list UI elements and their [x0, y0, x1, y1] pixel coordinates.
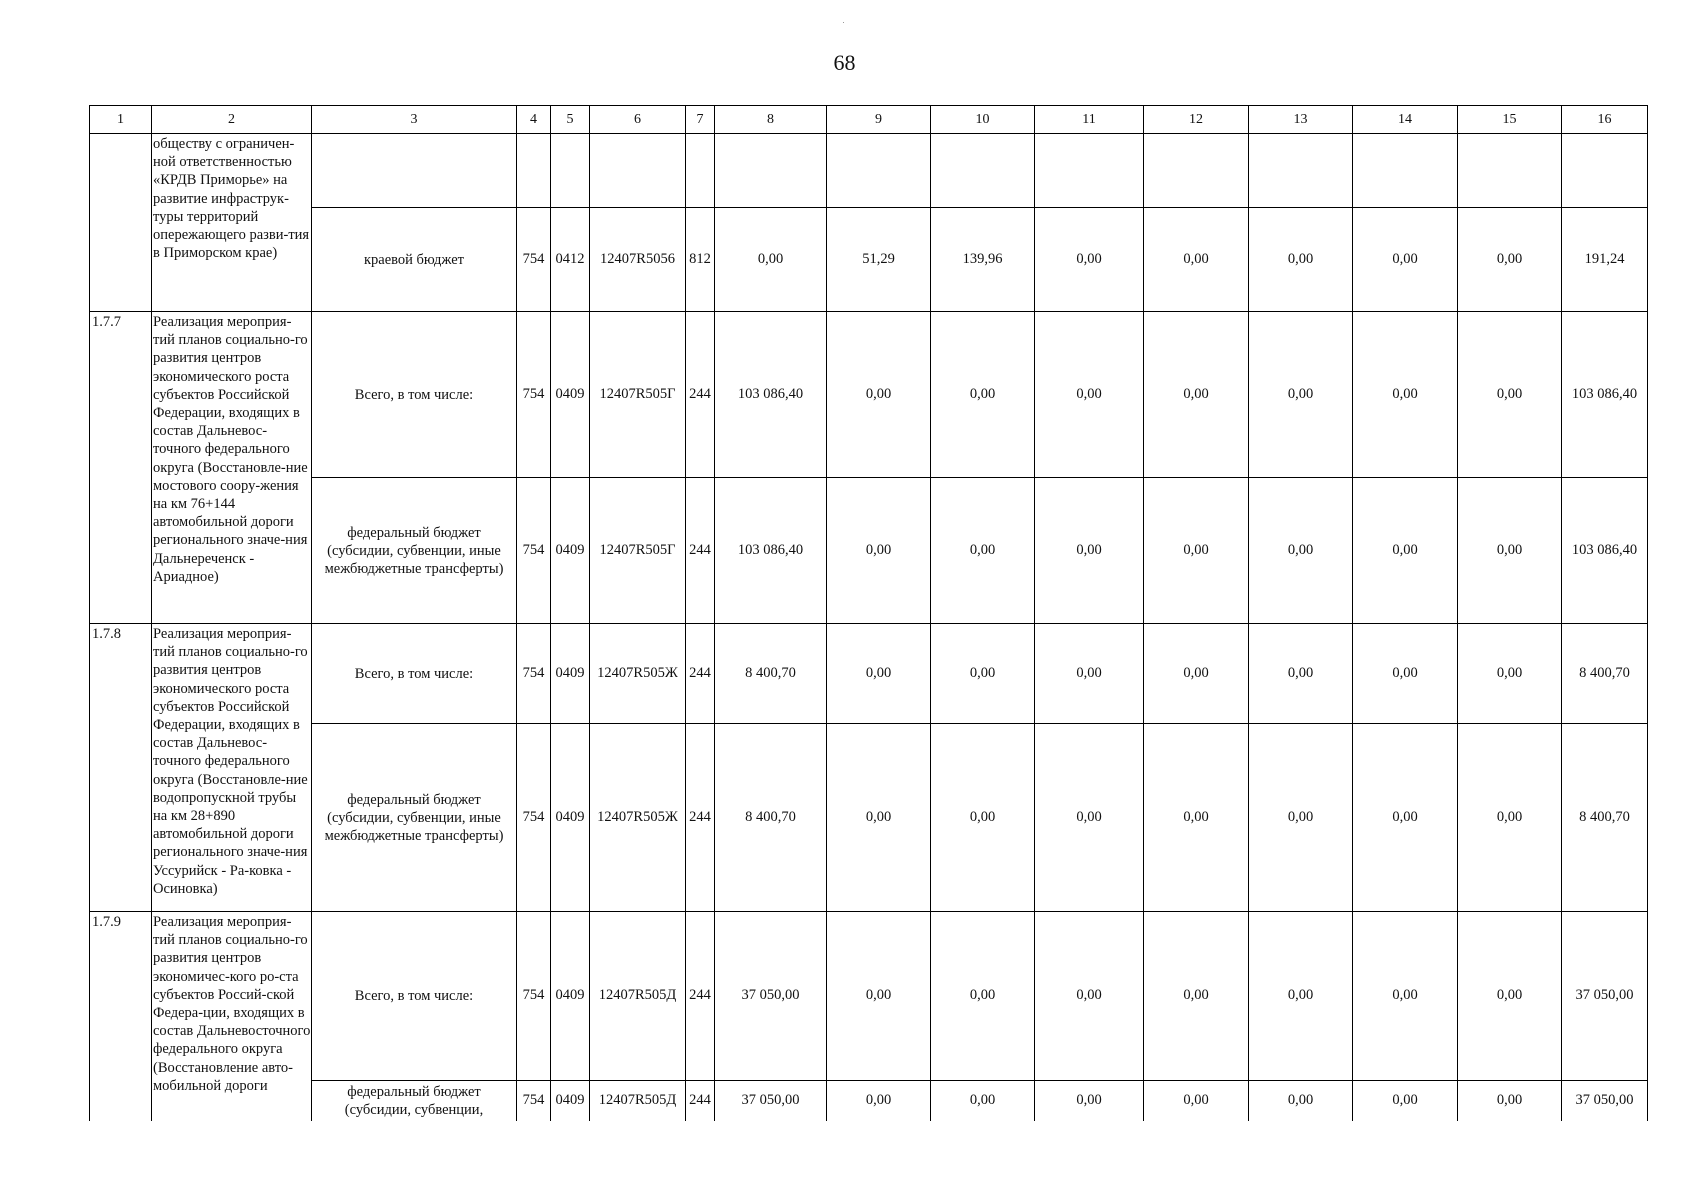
amount-cell: 103 086,40	[715, 478, 827, 624]
amount-cell: 0,00	[1458, 1081, 1562, 1121]
target-article-cell: 12407R505Г	[590, 312, 686, 478]
amount-cell: 0,00	[1353, 478, 1458, 624]
funding-source-cell: краевой бюджет	[312, 208, 517, 312]
funding-source-cell: федеральный бюджет (субсидии, субвенции,	[312, 1081, 517, 1121]
item-name-cell: Реализация мероприя-тий планов социально-го развития центров экономического роста субъектов Российской Федерации, входящих в состав Дальневос-точного федерального округа (Восстановле-ние мостового соору-жения на км 76+144 автомобильной дороги регионального значе-ния Дальнереченск - Ариадное)	[152, 312, 312, 624]
column-header: 16	[1562, 106, 1648, 134]
expense-type-cell: 812	[686, 208, 715, 312]
amount-cell: 0,00	[827, 912, 931, 1081]
section-code-cell	[551, 134, 590, 208]
column-header: 4	[517, 106, 551, 134]
amount-cell: 0,00	[1144, 478, 1249, 624]
amount-cell: 0,00	[1249, 624, 1353, 724]
amount-cell: 103 086,40	[1562, 312, 1648, 478]
amount-cell: 0,00	[931, 912, 1035, 1081]
column-header: 14	[1353, 106, 1458, 134]
amount-cell: 0,00	[1144, 724, 1249, 912]
amount-cell: 0,00	[1458, 478, 1562, 624]
amount-cell: 0,00	[931, 478, 1035, 624]
amount-cell	[715, 134, 827, 208]
amount-cell: 8 400,70	[1562, 724, 1648, 912]
ministry-code-cell	[517, 134, 551, 208]
amount-cell	[1353, 134, 1458, 208]
item-number-cell: 1.7.9	[90, 912, 152, 1121]
column-header: 2	[152, 106, 312, 134]
amount-cell: 0,00	[1458, 208, 1562, 312]
ministry-code-cell: 754	[517, 1081, 551, 1121]
amount-cell: 0,00	[1035, 724, 1144, 912]
expense-type-cell: 244	[686, 724, 715, 912]
amount-cell: 8 400,70	[715, 724, 827, 912]
ministry-code-cell: 754	[517, 724, 551, 912]
expense-type-cell: 244	[686, 478, 715, 624]
amount-cell: 0,00	[1035, 478, 1144, 624]
item-name-cell: обществу с ограничен-ной ответственностью «КРДВ Приморье» на развитие инфраструк-туры территорий опережающего разви-тия в Приморском крае)	[152, 134, 312, 312]
table-row	[90, 724, 1648, 912]
column-header: 11	[1035, 106, 1144, 134]
scan-speck	[843, 22, 844, 23]
item-name-cell: Реализация мероприя-тий планов социально-го развития центров экономического роста субъектов Российской Федерации, входящих в состав Дальневос-точного федерального округа (Восстановле-ние водопропускной трубы на км 28+890 автомобильной дороги регионального значе-ния Уссурийск - Ра-ковка - Осиновка)	[152, 624, 312, 912]
amount-cell: 0,00	[1458, 912, 1562, 1081]
amount-cell: 0,00	[1035, 912, 1144, 1081]
amount-cell: 0,00	[1249, 478, 1353, 624]
expense-type-cell: 244	[686, 312, 715, 478]
table-row	[90, 912, 1648, 1081]
amount-cell: 103 086,40	[1562, 478, 1648, 624]
ministry-code-cell: 754	[517, 312, 551, 478]
amount-cell: 0,00	[1249, 312, 1353, 478]
target-article-cell: 12407R505Г	[590, 478, 686, 624]
column-header: 3	[312, 106, 517, 134]
amount-cell: 0,00	[1458, 724, 1562, 912]
amount-cell: 0,00	[1249, 912, 1353, 1081]
target-article-cell: 12407R505Ж	[590, 624, 686, 724]
amount-cell: 0,00	[931, 624, 1035, 724]
amount-cell: 0,00	[1035, 624, 1144, 724]
amount-cell: 0,00	[931, 724, 1035, 912]
column-header: 9	[827, 106, 931, 134]
amount-cell	[1249, 134, 1353, 208]
amount-cell: 0,00	[1035, 312, 1144, 478]
table-row	[90, 312, 1648, 478]
amount-cell: 0,00	[1353, 724, 1458, 912]
column-header: 13	[1249, 106, 1353, 134]
ministry-code-cell: 754	[517, 912, 551, 1081]
amount-cell: 0,00	[1249, 1081, 1353, 1121]
amount-cell	[1562, 134, 1648, 208]
section-code-cell: 0409	[551, 724, 590, 912]
amount-cell: 0,00	[1035, 1081, 1144, 1121]
section-code-cell: 0409	[551, 624, 590, 724]
section-code-cell: 0409	[551, 478, 590, 624]
amount-cell: 37 050,00	[715, 912, 827, 1081]
funding-source-cell: Всего, в том числе:	[312, 624, 517, 724]
amount-cell: 37 050,00	[1562, 1081, 1648, 1121]
amount-cell: 0,00	[1353, 912, 1458, 1081]
amount-cell	[827, 134, 931, 208]
amount-cell: 0,00	[715, 208, 827, 312]
amount-cell: 0,00	[1458, 312, 1562, 478]
ministry-code-cell: 754	[517, 208, 551, 312]
expense-type-cell	[686, 134, 715, 208]
column-header: 10	[931, 106, 1035, 134]
column-header: 12	[1144, 106, 1249, 134]
funding-source-cell: федеральный бюджет (субсидии, субвенции, иные межбюджетные трансферты)	[312, 724, 517, 912]
expense-type-cell: 244	[686, 624, 715, 724]
column-header: 8	[715, 106, 827, 134]
budget-table	[89, 105, 1648, 1121]
amount-cell: 0,00	[1144, 912, 1249, 1081]
amount-cell	[931, 134, 1035, 208]
amount-cell	[1458, 134, 1562, 208]
item-number-cell	[90, 134, 152, 312]
table-row	[90, 208, 1648, 312]
item-number-cell: 1.7.8	[90, 624, 152, 912]
target-article-cell	[590, 134, 686, 208]
ministry-code-cell: 754	[517, 624, 551, 724]
funding-source-cell: Всего, в том числе:	[312, 312, 517, 478]
amount-cell: 0,00	[1353, 624, 1458, 724]
amount-cell: 0,00	[827, 624, 931, 724]
column-number-row	[90, 106, 1648, 134]
amount-cell: 0,00	[827, 478, 931, 624]
section-code-cell: 0409	[551, 312, 590, 478]
table-row	[90, 134, 1648, 208]
table-row	[90, 478, 1648, 624]
amount-cell: 0,00	[1353, 1081, 1458, 1121]
amount-cell	[1035, 134, 1144, 208]
amount-cell: 0,00	[1144, 1081, 1249, 1121]
funding-source-cell	[312, 134, 517, 208]
table-body	[90, 106, 1648, 1121]
amount-cell: 37 050,00	[715, 1081, 827, 1121]
section-code-cell: 0412	[551, 208, 590, 312]
target-article-cell: 12407R505Д	[590, 912, 686, 1081]
target-article-cell: 12407R505Ж	[590, 724, 686, 912]
amount-cell: 0,00	[1035, 208, 1144, 312]
expense-type-cell: 244	[686, 1081, 715, 1121]
section-code-cell: 0409	[551, 912, 590, 1081]
amount-cell: 103 086,40	[715, 312, 827, 478]
amount-cell: 0,00	[1458, 624, 1562, 724]
amount-cell: 0,00	[1144, 208, 1249, 312]
amount-cell: 0,00	[931, 1081, 1035, 1121]
page-number: 68	[833, 50, 856, 75]
amount-cell: 0,00	[931, 312, 1035, 478]
target-article-cell: 12407R505Д	[590, 1081, 686, 1121]
amount-cell: 51,29	[827, 208, 931, 312]
amount-cell: 8 400,70	[715, 624, 827, 724]
amount-cell: 0,00	[827, 312, 931, 478]
amount-cell: 0,00	[1353, 312, 1458, 478]
column-header: 1	[90, 106, 152, 134]
amount-cell: 37 050,00	[1562, 912, 1648, 1081]
section-code-cell: 0409	[551, 1081, 590, 1121]
amount-cell: 8 400,70	[1562, 624, 1648, 724]
column-header: 6	[590, 106, 686, 134]
amount-cell: 0,00	[827, 1081, 931, 1121]
amount-cell: 0,00	[1249, 724, 1353, 912]
funding-source-cell: федеральный бюджет (субсидии, субвенции, иные межбюджетные трансферты)	[312, 478, 517, 624]
column-header: 7	[686, 106, 715, 134]
ministry-code-cell: 754	[517, 478, 551, 624]
item-name-cell: Реализация мероприя-тий планов социально-го развития центров экономичес-кого ро-ста субъектов Россий-ской Федера-ции, входящих в состав Дальневосточного федерального округа (Восстановление авто-мобильной дороги	[152, 912, 312, 1121]
amount-cell: 0,00	[1353, 208, 1458, 312]
funding-source-cell: Всего, в том числе:	[312, 912, 517, 1081]
target-article-cell: 12407R5056	[590, 208, 686, 312]
amount-cell: 139,96	[931, 208, 1035, 312]
table-row	[90, 1081, 1648, 1121]
column-header: 15	[1458, 106, 1562, 134]
amount-cell: 0,00	[1144, 312, 1249, 478]
item-number-cell: 1.7.7	[90, 312, 152, 624]
column-header: 5	[551, 106, 590, 134]
amount-cell	[1144, 134, 1249, 208]
amount-cell: 0,00	[827, 724, 931, 912]
expense-type-cell: 244	[686, 912, 715, 1081]
amount-cell: 0,00	[1144, 624, 1249, 724]
amount-cell: 0,00	[1249, 208, 1353, 312]
amount-cell: 191,24	[1562, 208, 1648, 312]
table-row	[90, 624, 1648, 724]
